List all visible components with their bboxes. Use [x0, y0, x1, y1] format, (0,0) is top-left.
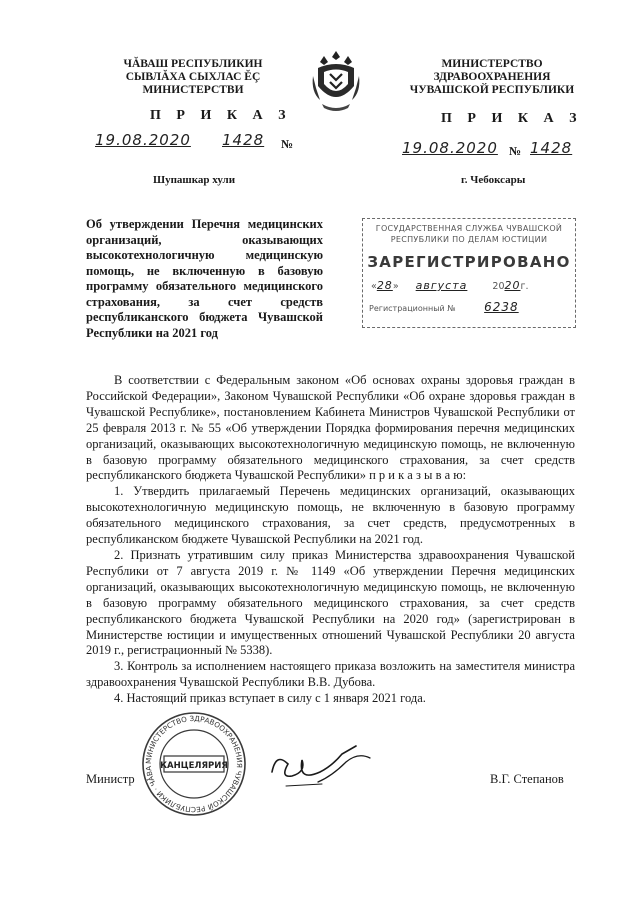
stamp-reg-number: 6238 [484, 300, 519, 314]
handwritten-signature [262, 742, 392, 792]
order-number-right: 1428 [530, 139, 573, 157]
body-paragraph-1: 1. Утвердить прилагаемый Перечень медицинских организаций, оказывающих высокотехнологичную медицинскую помощь, не включенную в базовую программу обязательного медицинского страхования, за счет средств, предусмотренных в республиканском бюджете Чувашской Республики на 2021 год. [86, 484, 575, 547]
seal-ring-text: МИНИСТЕРСТВО ЗДРАВООХРАНЕНИЯ ЧУВАШСКОЙ РЕСПУБЛИКИ · ЧĂВА [143, 713, 245, 815]
order-number-left: 1428 [222, 131, 265, 149]
stamp-year-suffix: г. [520, 281, 529, 292]
number-sign-right: № [509, 144, 522, 158]
coat-of-arms-icon [310, 48, 362, 114]
stamp-day: 28 [376, 279, 393, 292]
body-paragraph-4: 4. Настоящий приказ вступает в силу с 1 января 2021 года. [114, 691, 426, 706]
header-right-line1: МИНИСТЕРСТВО [441, 58, 543, 70]
order-date-right: 19.08.2020 [402, 139, 498, 157]
stamp-month: августа [415, 279, 468, 292]
seal-center-text: КАНЦЕЛЯРИЯ [160, 761, 228, 771]
official-seal [140, 710, 248, 818]
stamp-line2: РЕСПУБЛИКИ ПО ДЕЛАМ ЮСТИЦИИ [390, 235, 548, 244]
header-left [98, 58, 288, 97]
stamp-reg-label: Регистрационный № [369, 304, 456, 313]
stamp-year: 20 [504, 279, 521, 292]
signatory-name: В.Г. Степанов [490, 772, 564, 786]
body-paragraph-preamble: В соответствии с Федеральным законом «Об основах охраны здоровья граждан в Российской Федерации», Законом Чувашской Республики «Об охране здоровья граждан в Чувашской Республике», постановлением Кабинета Министров Чувашской Республики от 25 февраля 2013 г. № 55 «Об утверждении Порядка формирования перечня медицинских организаций, оказывающих высокотехнологичную медицинскую помощь, не включенную в базовую программу обязательного медицинского страхования, за счет средств республиканского бюджета Чувашской Республики» п р и к а з ы в а ю: [86, 373, 575, 483]
header-left-line1: ЧĂВАШ РЕСПУБЛИКИН [123, 58, 263, 70]
city-left: Шупашкар хули [153, 174, 236, 186]
order-subject: Об утверждении Перечня медицинских организаций, оказывающих высокотехнологичную медицинскую помощь, не включенную в базовую программу обязательного медицинского страхования, за счет средств республиканского бюджета Чувашской Республики на 2021 год [86, 217, 323, 340]
stamp-line1: ГОСУДАРСТВЕННАЯ СЛУЖБА ЧУВАШСКОЙ [375, 224, 563, 233]
registration-stamp [362, 218, 576, 328]
signatory-position: Министр [86, 772, 135, 786]
prikaz-title-left: П Р И К А З [150, 108, 292, 123]
order-date-left: 19.08.2020 [95, 131, 191, 149]
order-body [86, 373, 575, 707]
header-left-line3: МИНИСТЕРСТВИ [142, 84, 244, 96]
stamp-date: «28» августа 2020г. [371, 279, 529, 292]
city-right: г. Чебоксары [461, 174, 526, 186]
header-left-line2: СЫВЛĂХА СЫХЛАС ĔÇ [125, 71, 261, 83]
body-paragraph-3: 3. Контроль за исполнением настоящего приказа возложить на заместителя министра здравоохранения Чувашской Республики В.В. Дубова. [86, 659, 575, 690]
prikaz-title-right: П Р И К А З [441, 111, 583, 126]
body-paragraph-2: 2. Признать утратившим силу приказ Министерства здравоохранения Чувашской Республики от 7 августа 2019 г. № 1149 «Об утверждении Перечня медицинских организаций, оказывающих высокотехнологичную медицинскую помощь, не включенную в базовую программу обязательного медицинского страхования, за счет средств республиканского бюджета Чувашской Республики на 2020 год» (зарегистрирован в Министерстве юстиции и имущественных отношений Чувашской Республики 20 августа 2019 г., регистрационный № 5338). [86, 547, 575, 658]
stamp-year-prefix: 20 [492, 281, 505, 292]
header-right [392, 58, 592, 97]
stamp-reg-row [363, 300, 575, 314]
header-right-line2: ЗДРАВООХРАНЕНИЯ [433, 71, 551, 83]
stamp-registered: ЗАРЕГИСТРИРОВАНО [367, 253, 571, 271]
header-right-line3: ЧУВАШСКОЙ РЕСПУБЛИКИ [409, 84, 575, 96]
number-sign-left: № [281, 137, 294, 151]
